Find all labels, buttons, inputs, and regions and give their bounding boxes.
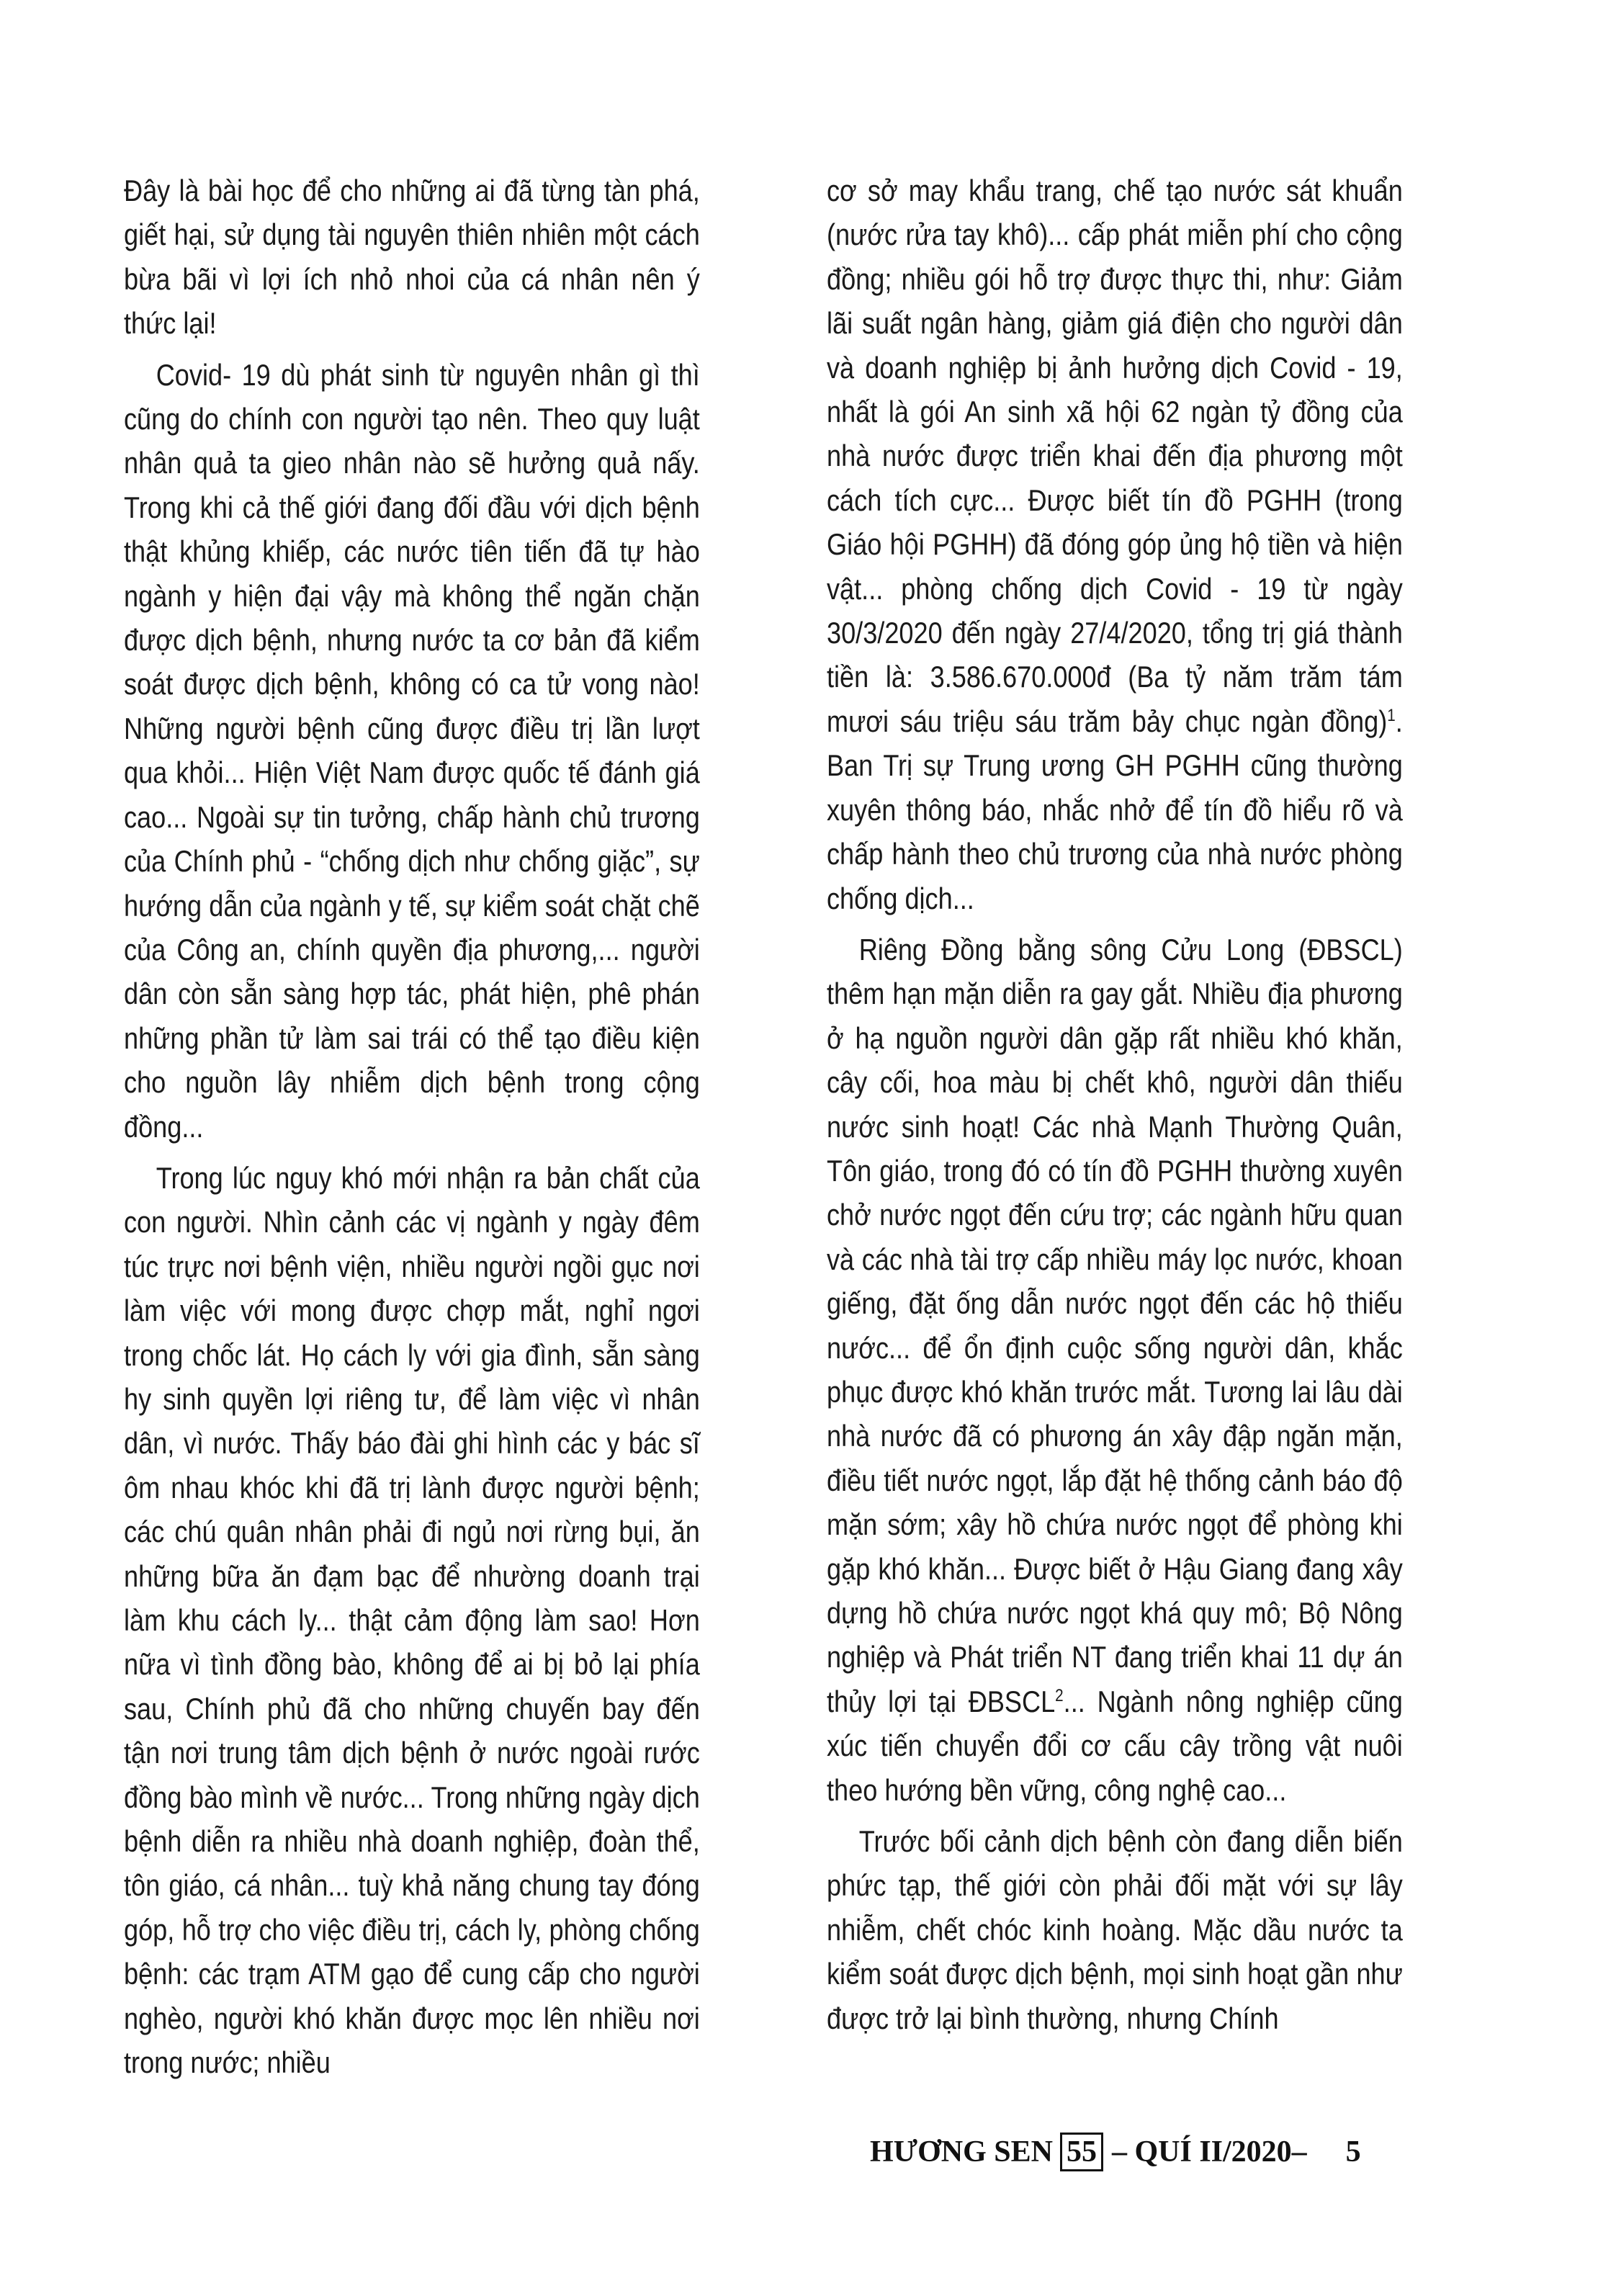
quarter-label: – QUÍ II/2020– (1111, 2135, 1307, 2169)
paragraph-text: . Ban Trị sự Trung ương GH PGHH cũng thường xuyên thông báo, nhắc nhở để tín đồ hiểu rõ và chấp hành theo chủ trương của nhà nước phòng chống dịch... (827, 704, 1403, 915)
paragraph (827, 169, 1403, 920)
magazine-title: HƯƠNG SEN (870, 2135, 1053, 2169)
paragraph: Covid- 19 dù phát sinh từ nguyên nhân gì thì cũng do chính con người tạo nên. Theo quy luật nhân quả ta gieo nhân nào sẽ hưởng quả nấy. Trong khi cả thế giới đang đối đầu với dịch bệnh thật khủng khiếp, các nước tiên tiến đã tự hào ngành y hiện đại vậy mà không thể ngăn chặn được dịch bệnh, nhưng nước ta cơ bản đã kiểm soát được dịch bệnh, không có ca tử vong nào! Những người bệnh cũng được điều trị lần lượt qua khỏi... Hiện Việt Nam được quốc tế đánh giá cao... Ngoài sự tin tưởng, chấp hành chủ trương của Chính phủ - “chống dịch như chống giặc”, sự hướng dẫn của ngành y tế, sự kiểm soát chặt chẽ của Công an, chính quyền địa phương,... người dân còn sẵn sàng hợp tác, phát hiện, phê phán những phần tử làm sai trái có thể tạo điều kiện cho nguồn lây nhiễm dịch bệnh trong cộng đồng... (124, 357, 700, 1144)
right-column (827, 169, 1403, 2040)
page-number: 5 (1345, 2135, 1361, 2169)
paragraph-text: cơ sở may khẩu trang, chế tạo nước sát khuẩn (nước rửa tay khô)... cấp phát miễn phí cho cộng đồng; nhiều gói hỗ trợ được thực thi, như: Giảm lãi suất ngân hàng, giảm giá điện cho người dân và doanh nghiệp bị ảnh hưởng dịch Covid - 19, nhất là gói An sinh xã hội 62 ngàn tỷ đồng của nhà nước được triển khai đến địa phương một cách tích cực... Được biết tín đồ PGHH (trong Giáo hội PGHH) đã đóng góp ủng hộ tiền và hiện vật... phòng chống dịch Covid - 19 từ ngày 30/3/2020 đến ngày 27/4/2020, tổng trị giá thành tiền là: 3.586.670.000đ (Ba tỷ năm trăm tám mươi sáu triệu sáu trăm bảy chục ngàn đồng) (827, 174, 1403, 738)
paragraph (827, 928, 1403, 1812)
paragraph-text: ... Ngành nông nghiệp cũng xúc tiến chuyển đổi cơ cấu cây trồng vật nuôi theo hướng bền vững, công nghệ cao... (827, 1684, 1403, 1807)
page-footer (870, 2130, 1361, 2174)
paragraph-text: Riêng Đồng bằng sông Cửu Long (ĐBSCL) thêm hạn mặn diễn ra gay gắt. Nhiều địa phương ở hạ nguồn người dân gặp rất nhiều khó khăn, cây cối, hoa màu bị chết khô, người dân thiếu nước sinh hoạt! Các nhà Mạnh Thường Quân, Tôn giáo, trong đó có tín đồ PGHH thường xuyên chở nước ngọt đến cứu trợ; các ngành hữu quan và các nhà tài trợ cấp nhiều máy lọc nước, khoan giếng, đặt ống dẫn nước ngọt đến các hộ thiếu nước... để ổn định cuộc sống người dân, khắc phục được khó khăn trước mắt. Tương lai lâu dài nhà nước đã có phương án xây đập ngăn mặn, điều tiết nước ngọt, lắp đặt hệ thống cảnh báo độ mặn sớm; xây hồ chứa nước ngọt để phòng khi gặp khó khăn... Được biết ở Hậu Giang đang xây dựng hồ chứa nước ngọt khá quy mô; Bộ Nông nghiệp và Phát triển NT đang triển khai 11 dự án thủy lợi tại ĐBSCL (827, 932, 1403, 1718)
paragraph: Đây là bài học để cho những ai đã từng tàn phá, giết hại, sử dụng tài nguyên thiên nhiên một cách bừa bãi vì lợi ích nhỏ nhoi của cá nhân nên ý thức lại! (124, 174, 700, 341)
issue-number-box: 55 (1060, 2133, 1103, 2171)
left-column (124, 169, 700, 2084)
paragraph: Trước bối cảnh dịch bệnh còn đang diễn biến phức tạp, thế giới còn phải đối mặt với sự lây nhiễm, chết chóc kinh hoàng. Mặc dầu nước ta kiểm soát được dịch bệnh, mọi sinh hoạt gần như được trở lại bình thường, nhưng Chính (827, 1824, 1403, 2035)
footnote-marker: 2 (1055, 1685, 1064, 1705)
paragraph: Trong lúc nguy khó mới nhận ra bản chất của con người. Nhìn cảnh các vị ngành y ngày đêm túc trực nơi bệnh viện, nhiều người ngồi gục nơi làm việc với mong được chợp mắt, nghỉ ngơi trong chốc lát. Họ cách ly với gia đình, sẵn sàng hy sinh quyền lợi riêng tư, để làm việc vì nhân dân, vì nước. Thấy báo đài ghi hình các y bác sĩ ôm nhau khóc khi đã trị lành được người bệnh; các chú quân nhân phải đi ngủ nơi rừng bụi, ăn những bữa ăn đạm bạc để nhường doanh trại làm khu cách ly... thật cảm động làm sao! Hơn nữa vì tình đồng bào, không để ai bị bỏ lại phía sau, Chính phủ đã cho những chuyến bay đến tận nơi trung tâm dịch bệnh ở nước ngoài rước đồng bào mình về nước... Trong những ngày dịch bệnh diễn ra nhiều nhà doanh nghiệp, đoàn thể, tôn giáo, cá nhân... tuỳ khả năng chung tay đóng góp, hỗ trợ cho việc điều trị, cách ly, phòng chống bệnh: các trạm ATM gạo để cung cấp cho người nghèo, người khó khăn được mọc lên nhiều nơi trong nước; nhiều (124, 1160, 700, 2080)
footnote-marker: 1 (1387, 705, 1396, 725)
